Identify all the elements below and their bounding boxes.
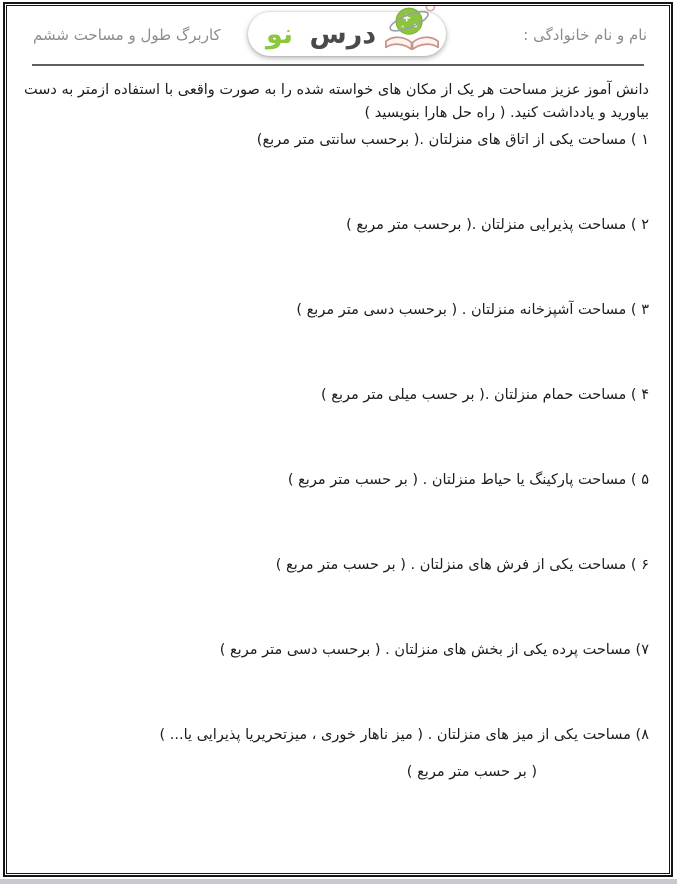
planet-book-icon bbox=[380, 5, 444, 58]
question-5 bbox=[27, 470, 649, 490]
header-worksheet-title: کاربرگ طول و مساحت ششم bbox=[33, 26, 221, 44]
question-8 bbox=[27, 725, 649, 782]
logo-wordmark bbox=[266, 19, 376, 50]
question-5-text: ۵ ) مساحت پارکینگ یا حیاط منزلتان . ( بر حسب متر مربع ) bbox=[287, 472, 649, 488]
worksheet-page bbox=[3, 2, 673, 877]
question-2-text: ۲ ) مساحت پذیرایی منزلتان .( برحسب متر مربع ) bbox=[346, 217, 649, 233]
darsno-logo bbox=[248, 12, 446, 56]
question-1 bbox=[27, 130, 649, 150]
question-8-text: ۸) مساحت یکی از میز های منزلتان . ( میز ناهار خوری ، میزتحریریا پذیرایی یا... ) bbox=[159, 727, 649, 743]
page-header bbox=[7, 6, 669, 64]
question-8-unit-line: ( بر حسب متر مربع ) bbox=[406, 764, 537, 780]
intro-paragraph bbox=[24, 79, 649, 125]
worksheet-content bbox=[7, 66, 669, 782]
logo-text-dars: درس bbox=[309, 18, 377, 50]
question-1-text: ۱ ) مساحت یکی از اتاق های منزلتان .( برحسب سانتی متر مربع) bbox=[256, 132, 649, 148]
question-6-text: ۶ ) مساحت یکی از فرش های منزلتان . ( بر حسب متر مربع ) bbox=[275, 557, 649, 573]
question-7 bbox=[27, 640, 649, 660]
question-4-text: ۴ ) مساحت حمام منزلتان .( بر حسب میلی متر مربع ) bbox=[320, 387, 649, 403]
intro-line-1: دانش آموز عزیز مساحت هر یک از مکان های خواسته شده را به صورت واقعی با استفاده ازمتر به دست bbox=[24, 82, 649, 98]
question-4 bbox=[27, 385, 649, 405]
question-3-text: ۳ ) مساحت آشپزخانه منزلتان . ( برحسب دسی متر مربع ) bbox=[296, 302, 649, 318]
question-7-text: ۷) مساحت پرده یکی از بخش های منزلتان . ( برحسب دسی متر مربع ) bbox=[219, 642, 649, 658]
worksheet-page-inner-border bbox=[6, 5, 670, 874]
intro-line-2: بیاورید و یادداشت کنید. ( راه حل هارا بنویسید ) bbox=[364, 105, 649, 121]
logo-text-no: نو bbox=[266, 18, 294, 50]
question-3 bbox=[27, 300, 649, 320]
question-2 bbox=[27, 215, 649, 235]
page-bottom-edge bbox=[0, 879, 677, 884]
question-6 bbox=[27, 555, 649, 575]
student-name-label: نام و نام خانوادگی : bbox=[523, 26, 647, 44]
